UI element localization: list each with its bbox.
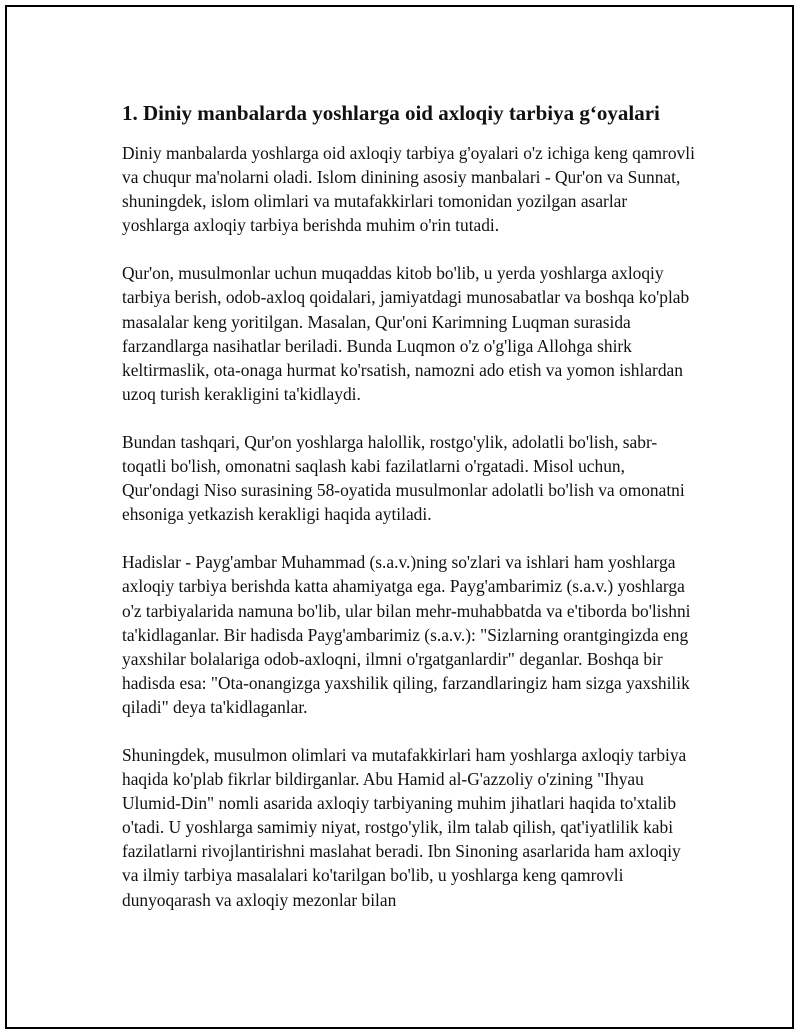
paragraph: Shuningdek, musulmon olimlari va mutafakkirlari ham yoshlarga axloqiy tarbiya haqida ko'plab fikrlar bildirganlar. Abu Hamid al-G'azzoliy o'zining "Ihyau Ulumid-Din" nomli asarida axloqiy tarbiyaning muhim jihatlari haqida to'xtalib o'tadi. U yoshlarga samimiy niyat, rostgo'ylik, ilm talab qilish, qat'iyatlilik kabi fazilatlarni rivojlantirishni maslahat beradi. Ibn Sinoning asarlarida ham axloqiy va ilmiy tarbiya masalalari ko'tarilgan bo'lib, u yoshlarga keng qamrovli dunyoqarash va axloqiy mezonlar bilan: [122, 744, 687, 910]
document-body: [122, 99, 697, 936]
paragraph: Diniy manbalarda yoshlarga oid axloqiy tarbiya g'oyalari o'z ichiga keng qamrovli va chuqur ma'nolarni oladi. Islom dinining asosiy manbalari - Qur'on va Sunnat, shuningdek, islom olimlari va mutafakkirlari tomonidan yozilgan asarlar yoshlarga axloqiy tarbiya berishda muhim o'rin tutadi.: [122, 143, 695, 236]
paragraph: Qur'on, musulmonlar uchun muqaddas kitob bo'lib, u yerda yoshlarga axloqiy tarbiya berish, odob-axloq qoidalari, jamiyatdagi munosabatlar va boshqa ko'plab masalalar keng yoritilgan. Masalan, Qur'oni Karimning Luqman surasida farzandlarga nasihatlar beriladi. Bunda Luqmon o'z o'g'liga Allohga shirk keltirmaslik, ota-onaga hurmat ko'rsatish, namozni ado etish va yomon ishlardan uzoq turish kerakligini ta'kidlaydi.: [122, 263, 690, 404]
page-frame: [5, 5, 794, 1029]
paragraph: Bundan tashqari, Qur'on yoshlarga halollik, rostgo'ylik, adolatli bo'lish, sabr-toqatli bo'lish, omonatni saqlash kabi fazilatlarni o'rgatadi. Misol uchun, Qur'ondagi Niso surasining 58-oyatida musulmonlar adolatli bo'lish va omonatni ehsoniga yetkazish kerakligi haqida aytiladi.: [122, 431, 685, 525]
section-heading: 1. Diniy manbalarda yoshlarga oid axloqiy tarbiya g‘oyalari: [122, 101, 660, 125]
paragraph: Hadislar - Payg'ambar Muhammad (s.a.v.)ning so'zlari va ishlari ham yoshlarga axloqiy tarbiya berishda katta ahamiyatga ega. Payg'ambarimiz (s.a.v.) yoshlarga o'z tarbiyalarida namuna bo'lib, ular bilan mehr-muhabbatda va e'tiborda bo'lishni ta'kidlaganlar. Bir hadisda Payg'ambarimiz (s.a.v.): "Sizlarning orantgingizda eng yaxshilar bolalariga odob-axloqni, ilmni o'rgatganlardir" deganlar. Boshqa bir hadisda esa: "Ota-onangizga yaxshilik qiling, farzandlaringiz ham sizga yaxshilik qiladi" deya ta'kidlaganlar.: [122, 552, 691, 717]
